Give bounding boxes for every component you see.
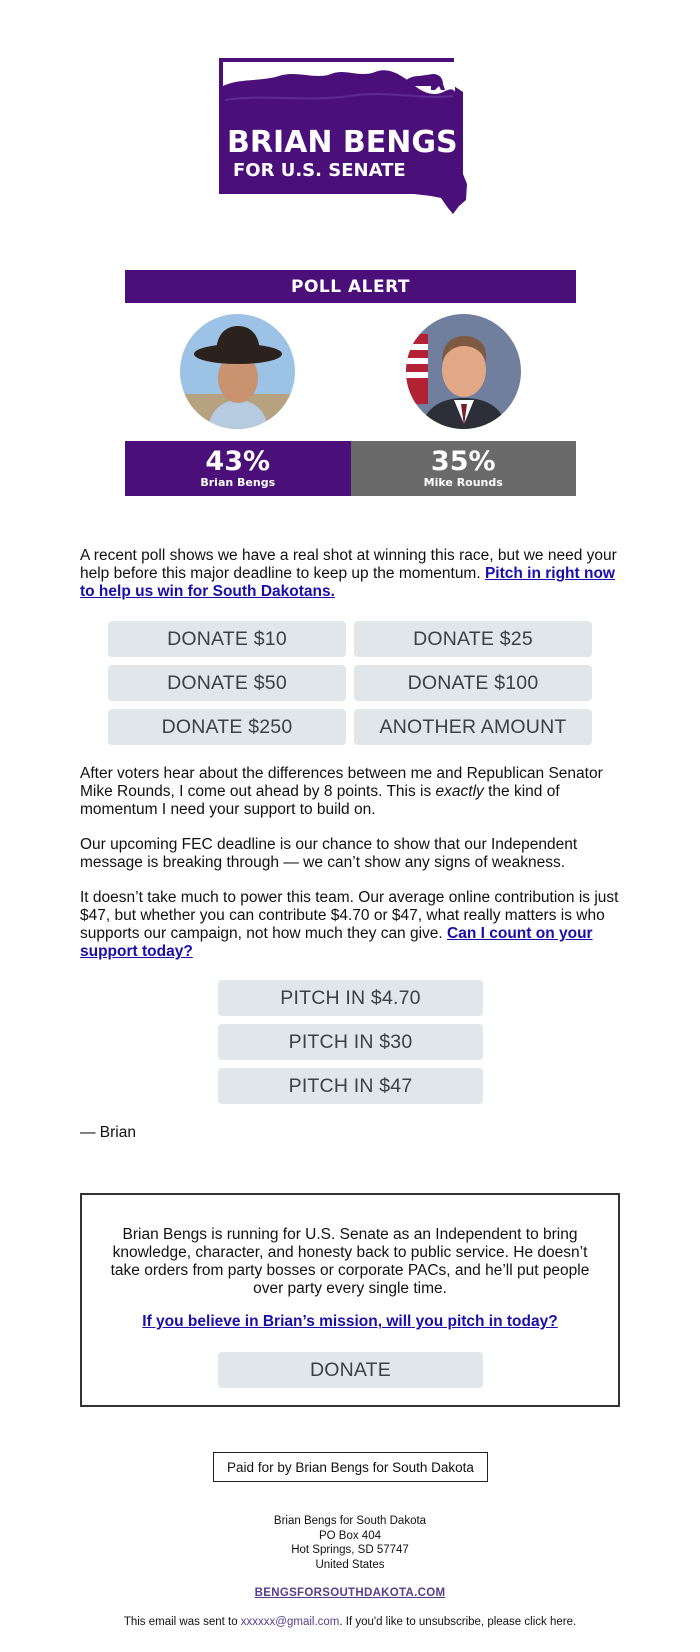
- donate-10-button[interactable]: DONATE $10: [108, 621, 346, 657]
- address-line: United States: [315, 1558, 385, 1571]
- mailing-address: [0, 1514, 700, 1572]
- donate-250-button[interactable]: DONATE $250: [108, 709, 346, 745]
- poll-result-bengs: [125, 441, 351, 496]
- rounds-percent: 35%: [430, 445, 496, 477]
- donate-25-button[interactable]: DONATE $25: [354, 621, 592, 657]
- p4-text: It doesn’t take much to power this team. Our average online contribution is just $47, but whether you can contribute $4.70 or $47, what really matters is who supports our campaign, not how much they can give.: [80, 889, 619, 942]
- poll-paragraph: [80, 765, 622, 819]
- mission-text: Brian Bengs is running for U.S. Senate as an Independent to bring knowledge, character, and honesty back to public service. He doesn’t take orders from party bosses or corporate PACs, and he’ll put people over party every single time.: [110, 1226, 590, 1297]
- intro-text: A recent poll shows we have a real shot at winning this race, but we need your help before this major deadline to keep up the momentum.: [80, 547, 617, 582]
- unsubscribe-note: [0, 1616, 700, 1628]
- p2-text-before: After voters hear about the differences between me and Republican Senator Mike Rounds, I come out ahead by 8 points. This is: [80, 765, 603, 800]
- note-before: This email was sent to: [123, 1616, 241, 1628]
- paid-for-disclaimer: Paid for by Brian Bengs for South Dakota: [213, 1452, 488, 1482]
- campaign-logo: [219, 56, 481, 224]
- note-after[interactable]: . If you'd like to unsubscribe, please click here.: [339, 1616, 577, 1628]
- support-link[interactable]: Can I count on your support today?: [80, 925, 593, 960]
- logo-subtitle: FOR U.S. SENATE: [233, 160, 406, 181]
- mission-box: [80, 1193, 620, 1407]
- pitch-in-4-70-button[interactable]: PITCH IN $4.70: [218, 980, 483, 1016]
- another-amount-button[interactable]: ANOTHER AMOUNT: [354, 709, 592, 745]
- address-line: Hot Springs, SD 57747: [291, 1544, 409, 1556]
- brian-bengs-photo: [180, 314, 295, 429]
- website-link[interactable]: BENGSFORSOUTHDAKOTA.COM: [254, 1587, 446, 1599]
- logo-title: BRIAN BENGS: [227, 125, 458, 160]
- address-line: Brian Bengs for South Dakota: [273, 1515, 427, 1527]
- intro-paragraph: [80, 547, 622, 601]
- donate-100-button[interactable]: DONATE $100: [354, 665, 592, 701]
- fec-paragraph: Our upcoming FEC deadline is our chance to show that our Independent message is breaking through — we can’t show any signs of weakness.: [80, 836, 578, 871]
- donate-50-button[interactable]: DONATE $50: [108, 665, 346, 701]
- poll-result-rounds: [351, 441, 577, 496]
- pitch-in-30-button[interactable]: PITCH IN $30: [218, 1024, 483, 1060]
- rounds-name: Mike Rounds: [423, 475, 503, 489]
- address-line: PO Box 404: [318, 1529, 381, 1542]
- pitch-in-47-button[interactable]: PITCH IN $47: [218, 1068, 483, 1104]
- mission-donate-button[interactable]: DONATE: [218, 1352, 483, 1388]
- bengs-percent: 43%: [205, 445, 271, 477]
- signoff: — Brian: [80, 1124, 136, 1141]
- recipient-email: xxxxxx@gmail.com: [240, 1616, 340, 1628]
- mike-rounds-photo: [406, 314, 521, 429]
- poll-alert-banner: POLL ALERT: [125, 270, 576, 303]
- poll-results: [125, 441, 576, 496]
- contribution-paragraph: [80, 889, 622, 961]
- p2-text-after: the kind of momentum I need your support to build on.: [80, 783, 560, 818]
- intro-pitch-link[interactable]: Pitch in right now to help us win for South Dakotans.: [80, 565, 615, 600]
- bengs-name: Brian Bengs: [200, 475, 276, 489]
- p2-emphasis: exactly: [435, 783, 484, 800]
- mission-link[interactable]: If you believe in Brian’s mission, will you pitch in today?: [142, 1313, 558, 1330]
